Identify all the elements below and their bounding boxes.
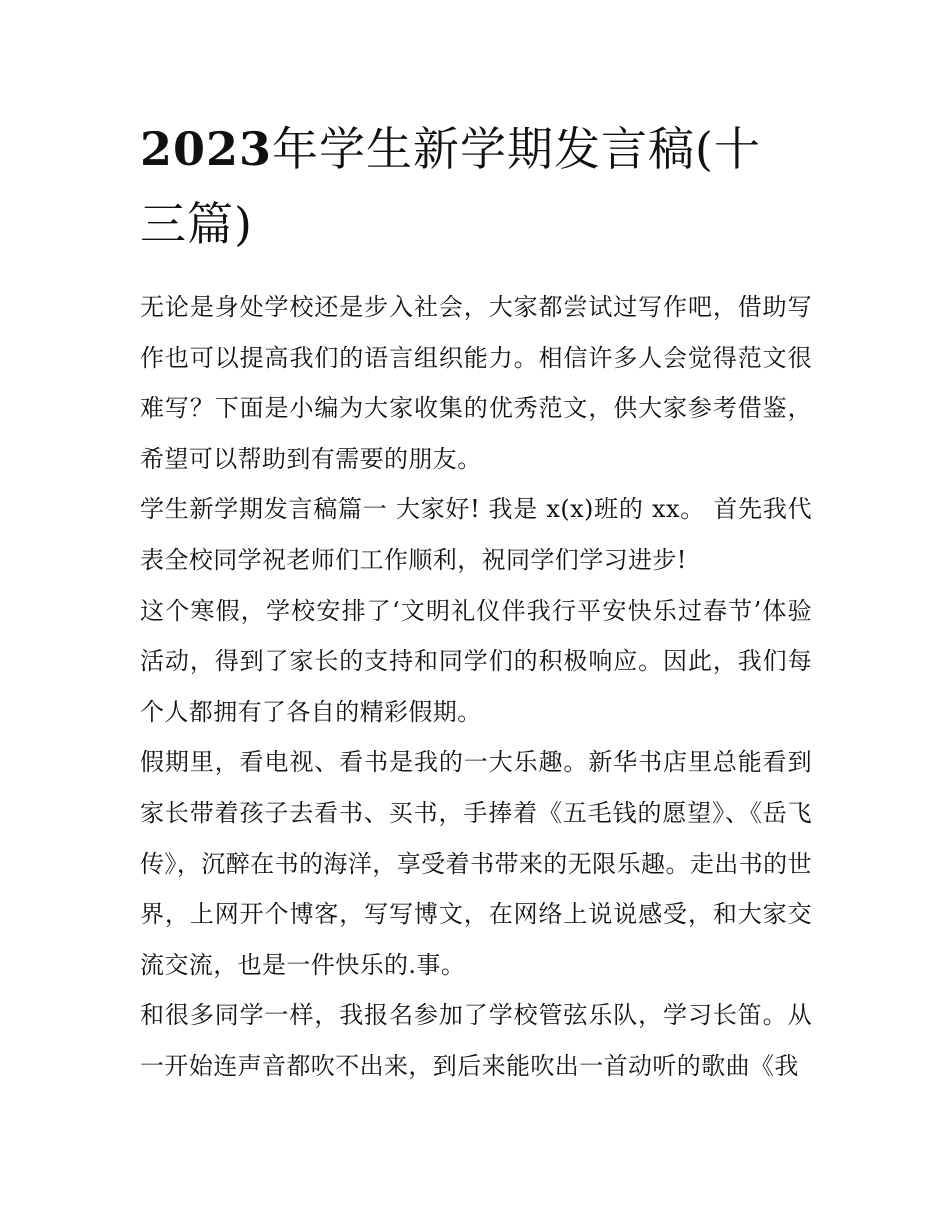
paragraph-intro: 无论是身处学校还是步入社会，大家都尝试过写作吧，借助写作也可以提高我们的语言组织能力。相信许多人会觉得范文很难写？下面是小编为大家收集的优秀范文，供大家参考借鉴，希望可以帮助到有需要的朋友。 [140, 293, 812, 473]
paragraph-orchestra: 和很多同学一样，我报名参加了学校管弦乐队，学习长笛。从一开始连声音都吹不出来，到后来能吹出一首动听的歌曲《我 [140, 1001, 812, 1080]
document-title [140, 112, 800, 262]
paragraph-reading: 假期里，看电视、看书是我的一大乐趣。新华书店里总能看到家长带着孩子去看书、买书，手捧着《五毛钱的愿望》、《岳飞传》，沉醉在书的海洋，享受着书带来的无限乐趣。走出书的世界，上网开个博客，写写博文，在网络上说说感受，和大家交流交流，也是一件快乐的.事。 [140, 748, 812, 979]
document-content [140, 112, 812, 1092]
paragraph-winter-activity: 这个寒假，学校安排了‘文明礼仪伴我行平安快乐过春节’体验活动，得到了家长的支持和同学们的积极响应。因此，我们每个人都拥有了各自的精彩假期。 [140, 596, 812, 726]
paragraph-greeting: 学生新学期发言稿篇一 大家好! 我是 x(x)班的 xx。 首先我代表全校同学祝老师们工作顺利，祝同学们学习进步! [140, 495, 812, 574]
title-text: 年学生新学期发言稿(十三篇) [140, 122, 761, 251]
title-year: 2023 [140, 122, 273, 176]
document-body [140, 282, 812, 1092]
